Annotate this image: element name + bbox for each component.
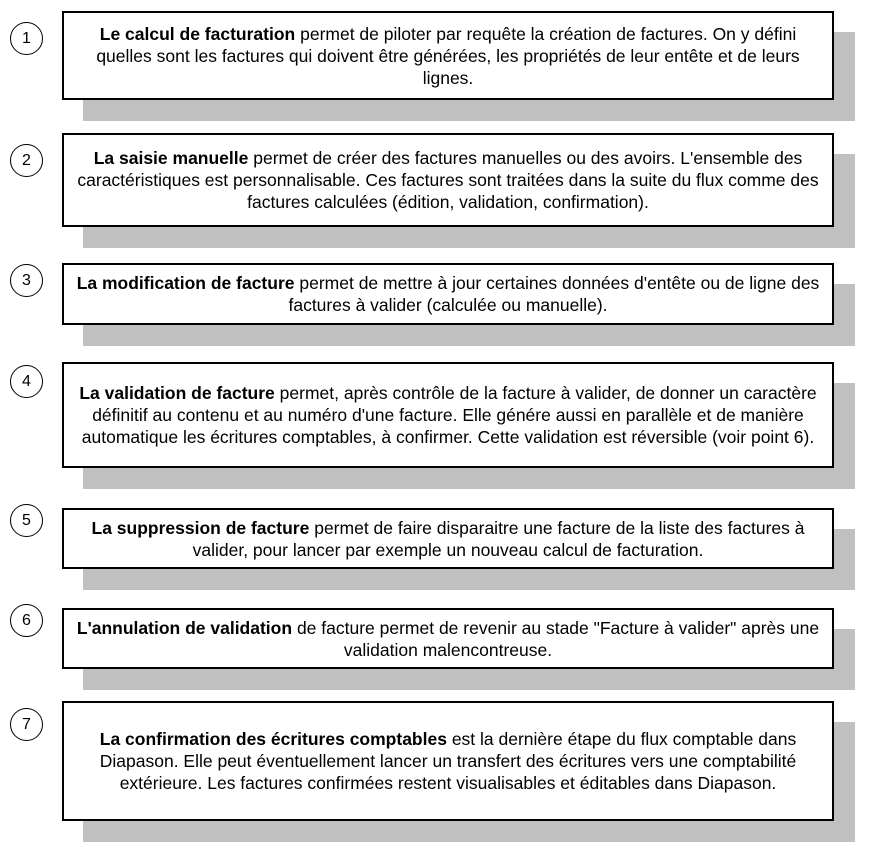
step-text [64,517,832,561]
step-title: La saisie manuelle [93,148,249,168]
step-box [62,11,834,100]
step-number-badge [10,144,43,177]
step-box [62,133,834,227]
step-number: 3 [22,271,31,289]
step-number: 5 [22,511,31,529]
step-number-badge [10,22,43,55]
step-title: La validation de facture [79,383,275,403]
step-title: La modification de facture [76,273,295,293]
step-number-badge [10,264,43,297]
step-text [64,617,832,661]
step-description: permet de créer des factures manuelles ou des avoirs. L'ensemble des caractéristiques est personnalisable. Ces factures sont traitées dans la suite du flux comme des factures calculées (édition, validation, confirmation). [77,148,819,212]
step-title: L'annulation de validation [76,617,293,638]
step-description: permet de piloter par requête la création de factures. On y défini quelles sont les factures qui doivent être générées, les propriétés de leur entête et de leurs lignes. [96,23,800,88]
step-number: 7 [22,715,31,733]
step-text [64,728,832,794]
step-title: La suppression de facture [91,517,310,538]
step-description: permet de mettre à jour certaines données d'entête ou de ligne des factures à valider (calculée ou manuelle). [288,273,820,315]
step-text [64,147,832,213]
step-number: 2 [22,151,31,169]
step-title: La confirmation des écritures comptables [99,729,447,749]
step-text [64,272,832,316]
step-number-badge [10,504,43,537]
step-box [62,263,834,325]
step-number: 6 [22,611,31,629]
step-description: permet de faire disparaitre une facture de la liste des factures à valider, pour lancer par exemple un nouveau calcul de facturation. [192,517,805,560]
step-title: Le calcul de facturation [99,23,296,44]
step-text [64,382,832,448]
step-number: 4 [22,372,31,390]
step-description: est la dernière étape du flux comptable dans Diapason. Elle peut éventuellement lancer un transfert des écritures vers une comptabilité extérieure. Les factures confirmées restent visualisables et éditables dans Diapason. [99,729,797,793]
step-box [62,608,834,669]
step-box [62,508,834,569]
step-description: permet, après contrôle de la facture à valider, de donner un caractère définitif au contenu et au numéro d'une facture. Elle génére aussi en parallèle et de manière automatique les écritures comptables, à confirmer. Cette validation est réversible (voir point 6). [81,383,817,447]
step-number-badge [10,604,43,637]
step-box [62,362,834,468]
step-number: 1 [22,29,31,47]
step-number-badge [10,365,43,398]
step-text [64,23,832,89]
step-number-badge [10,708,43,741]
step-box [62,701,834,821]
step-description: de facture permet de revenir au stade "Facture à valider" après une validation malencontreuse. [296,617,820,660]
